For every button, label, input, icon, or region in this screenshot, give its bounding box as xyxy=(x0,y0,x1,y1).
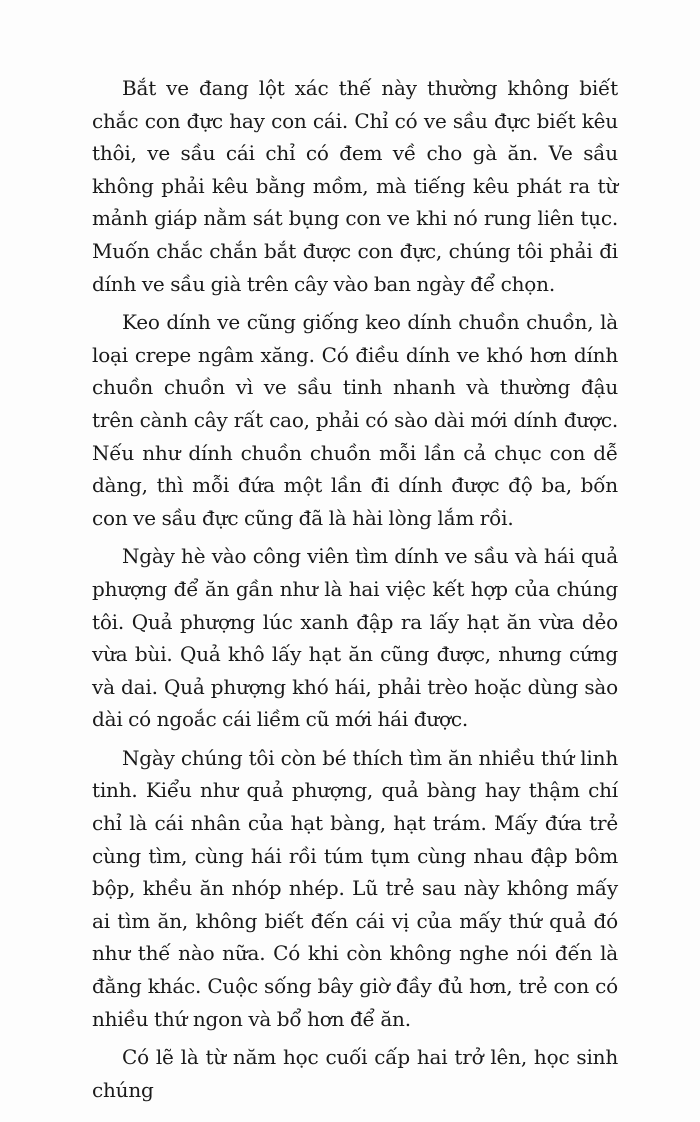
paragraph-1: Bắt ve đang lột xác thế này thường không biết chắc con đực hay con cái. Chỉ có ve sầu đực biết kêu thôi, ve sầu cái chỉ có đem về cho gà ăn. Ve sầu không phải kêu bằng mồm, mà tiếng kêu phát ra từ mảnh giáp nằm sát bụng con ve khi nó rung liên tục. Muốn chắc chắn bắt được con đực, chúng tôi phải đi dính ve sầu già trên cây vào ban ngày để chọn. xyxy=(92,76,618,296)
body-text xyxy=(92,72,618,1112)
paragraph-5: Có lẽ là từ năm học cuối cấp hai trở lên, học sinh chúng xyxy=(92,1045,618,1102)
paragraph-2: Keo dính ve cũng giống keo dính chuồn chuồn, là loại crepe ngâm xăng. Có điều dính ve khó hơn dính chuồn chuồn vì ve sầu tinh nhanh và thường đậu trên cành cây rất cao, phải có sào dài mới dính được. Nếu như dính chuồn chuồn mỗi lần cả chục con dễ dàng, thì mỗi đứa một lần đi dính được độ ba, bốn con ve sầu đực cũng đã là hài lòng lắm rồi. xyxy=(92,310,618,530)
paragraph-3: Ngày hè vào công viên tìm dính ve sầu và hái quả phượng để ăn gần như là hai việc kết hợp của chúng tôi. Quả phượng lúc xanh đập ra lấy hạt ăn vừa dẻo vừa bùi. Quả khô lấy hạt ăn cũng được, nhưng cứng và dai. Quả phượng khó hái, phải trèo hoặc dùng sào dài có ngoắc cái liềm cũ mới hái được. xyxy=(92,544,618,732)
paragraph-4: Ngày chúng tôi còn bé thích tìm ăn nhiều thứ linh tinh. Kiểu như quả phượng, quả bàng hay thậm chí chỉ là cái nhân của hạt bàng, hạt trám. Mấy đứa trẻ cùng tìm, cùng hái rồi túm tụm cùng nhau đập bôm bộp, khều ăn nhóp nhép. Lũ trẻ sau này không mấy ai tìm ăn, không biết đến cái vị của mấy thứ quả đó như thế nào nữa. Có khi còn không nghe nói đến là đằng khác. Cuộc sống bây giờ đầy đủ hơn, trẻ con có nhiều thứ ngon và bổ hơn để ăn. xyxy=(92,745,618,1031)
